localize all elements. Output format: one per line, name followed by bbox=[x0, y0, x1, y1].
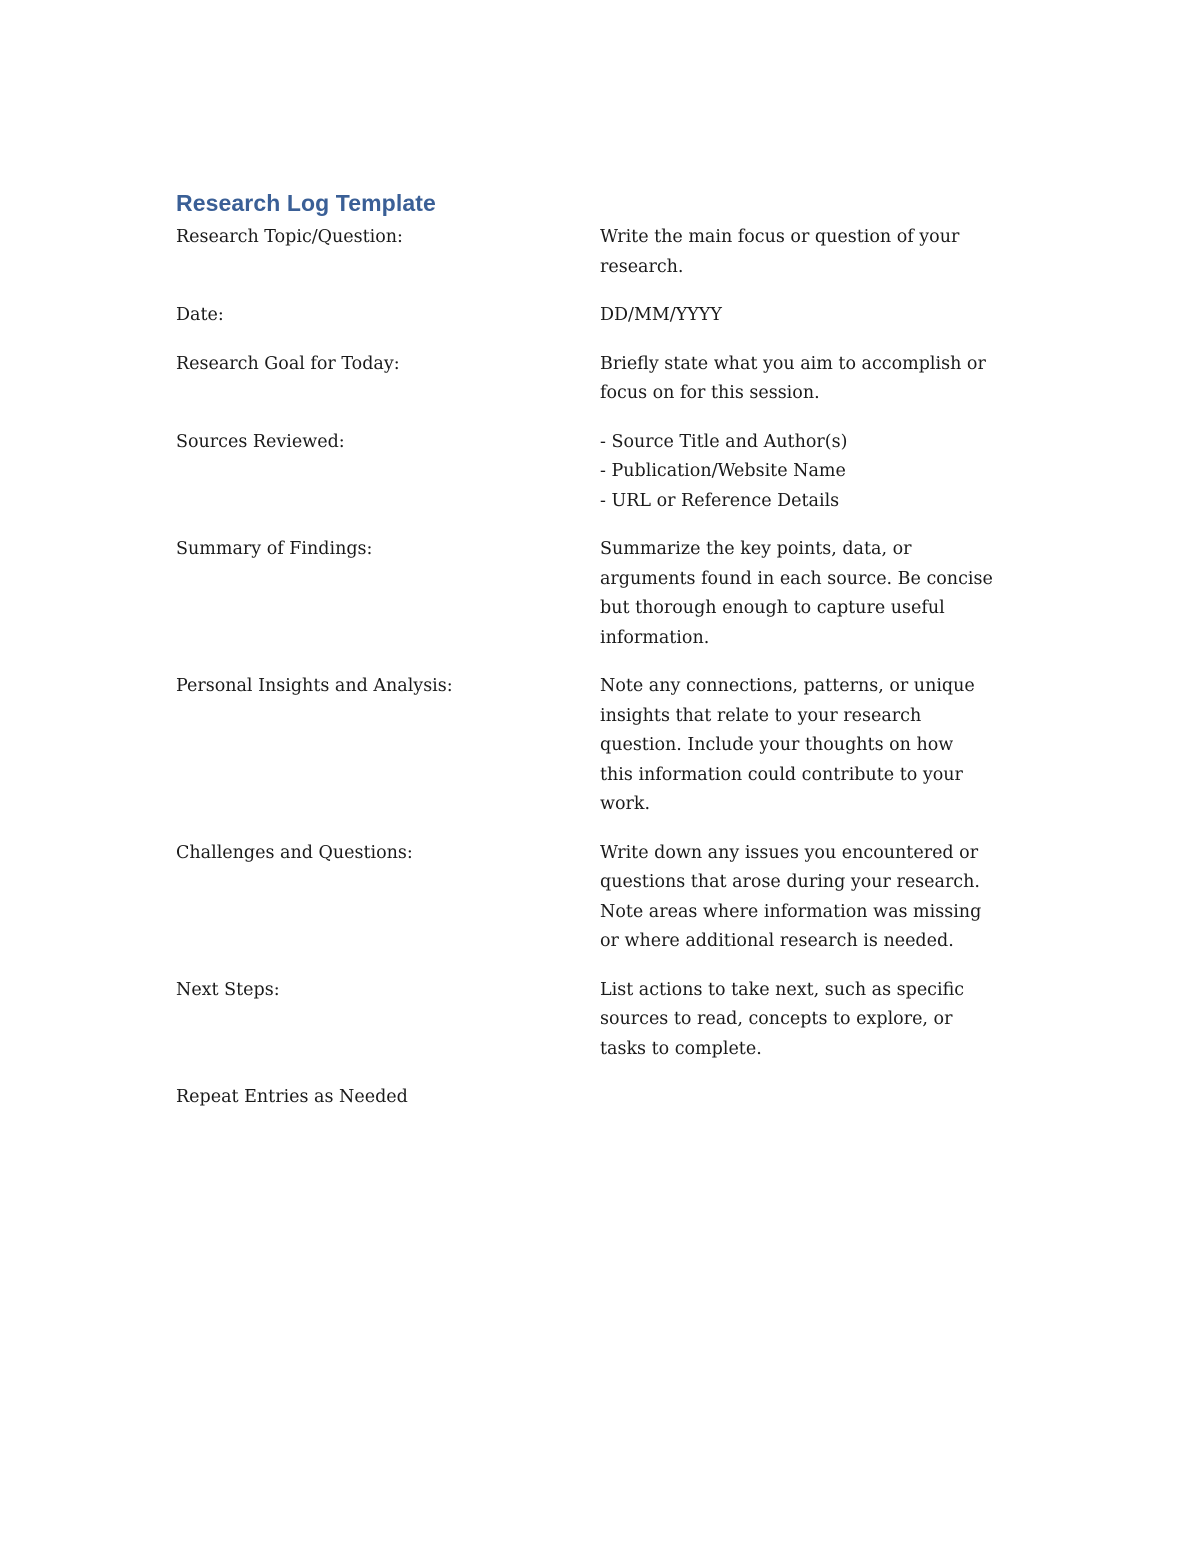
log-row-challenges bbox=[176, 839, 1016, 957]
value-line: research. bbox=[600, 256, 684, 277]
log-row-insights bbox=[176, 672, 1016, 820]
value-line: List actions to take next, such as specific bbox=[600, 979, 965, 1000]
value-line: focus on for this session. bbox=[600, 383, 820, 403]
value-line: sources to read, concepts to explore, or bbox=[600, 1009, 953, 1029]
value-line: information. bbox=[600, 627, 710, 648]
value-line: - URL or Reference Details bbox=[600, 490, 840, 511]
value-line: DD/MM/YYYY bbox=[600, 305, 722, 325]
row-value bbox=[600, 428, 1016, 517]
document-page bbox=[176, 190, 1016, 1113]
log-row-topic bbox=[176, 223, 1016, 282]
row-value bbox=[600, 672, 1016, 820]
row-label: Personal Insights and Analysis: bbox=[176, 676, 453, 696]
log-row-sources bbox=[176, 428, 1016, 517]
document-footer-note: Repeat Entries as Needed bbox=[176, 1087, 408, 1107]
row-label: Summary of Findings: bbox=[176, 539, 373, 559]
row-label: Research Topic/Question: bbox=[176, 227, 403, 247]
value-line: work. bbox=[600, 794, 651, 814]
value-line: insights that relate to your research bbox=[600, 705, 922, 726]
row-label: Sources Reviewed: bbox=[176, 431, 345, 452]
log-row-date bbox=[176, 301, 1016, 331]
value-line: Note any connections, patterns, or unique bbox=[600, 676, 975, 696]
row-label: Date: bbox=[176, 305, 224, 325]
value-line: Briefly state what you aim to accomplish or bbox=[600, 353, 986, 374]
value-line: - Publication/Website Name bbox=[600, 461, 846, 481]
log-row-summary bbox=[176, 535, 1016, 653]
row-value bbox=[600, 535, 1016, 653]
value-line: - Source Title and Author(s) bbox=[600, 431, 848, 452]
value-line: Write down any issues you encountered or bbox=[600, 842, 979, 863]
value-line: or where additional research is needed. bbox=[600, 931, 954, 951]
value-line: arguments found in each source. Be concise bbox=[600, 568, 993, 589]
log-row-goal bbox=[176, 350, 1016, 409]
value-line: Summarize the key points, data, or bbox=[600, 539, 912, 559]
row-label: Next Steps: bbox=[176, 979, 280, 1000]
value-line: but thorough enough to capture useful bbox=[600, 598, 945, 618]
row-value bbox=[600, 223, 1016, 282]
document-title: Research Log Template bbox=[176, 190, 436, 216]
value-line: Note areas where information was missing bbox=[600, 901, 982, 922]
value-line: question. Include your thoughts on how bbox=[600, 735, 954, 755]
log-row-next-steps bbox=[176, 976, 1016, 1065]
row-label: Research Goal for Today: bbox=[176, 353, 400, 374]
value-line: questions that arose during your research. bbox=[600, 872, 980, 892]
row-value bbox=[600, 839, 1016, 957]
row-value bbox=[600, 301, 1016, 331]
value-line: Write the main focus or question of your bbox=[600, 227, 960, 247]
row-value bbox=[600, 350, 1016, 409]
row-label: Challenges and Questions: bbox=[176, 842, 413, 863]
row-value bbox=[600, 976, 1016, 1065]
value-line: this information could contribute to your bbox=[600, 764, 963, 785]
value-line: tasks to complete. bbox=[600, 1038, 762, 1059]
